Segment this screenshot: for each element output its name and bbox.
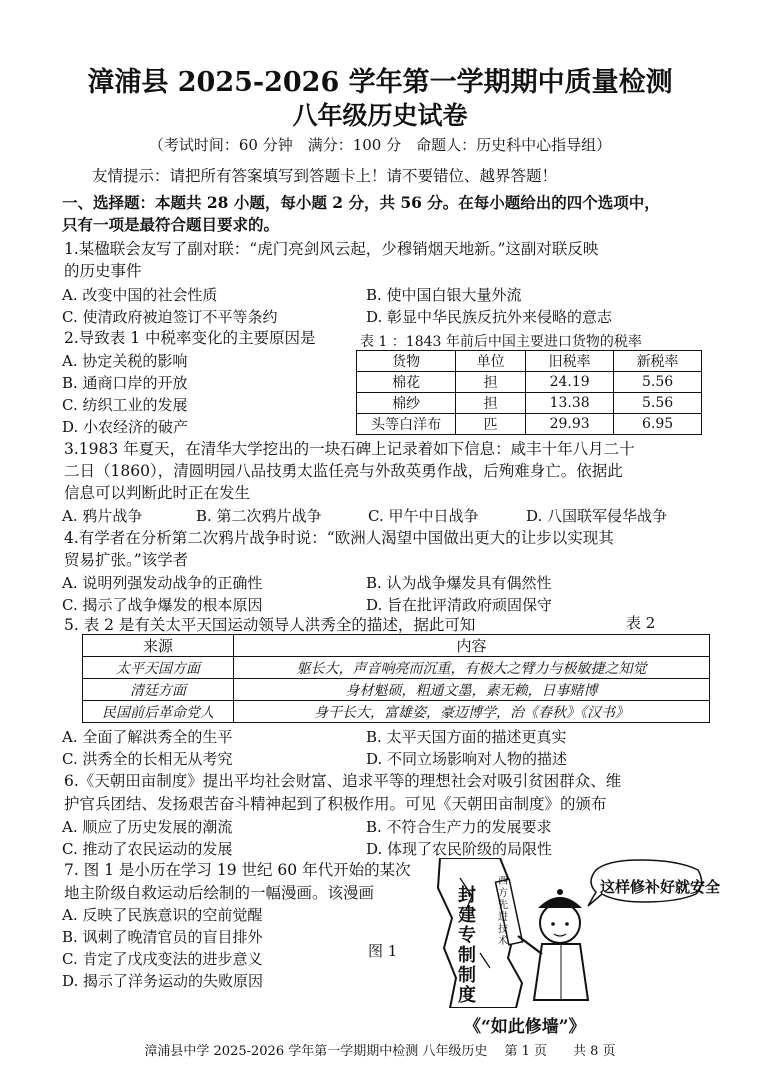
table-cell: 身干长大，富雄姿，豪迈博学，治《春秋》《汉书》 [234, 701, 710, 723]
table2-label: 表 2 [626, 614, 656, 632]
q5-option-b: B. 太平天国方面的描述更真实 [366, 728, 567, 746]
table-header-row [83, 635, 710, 657]
cartoon-speech-text: 这样修补好就安全 [600, 878, 721, 896]
section-heading-line1: 一、选择题：本题共 28 小题，每小题 2 分，共 56 分。在每小题给出的四个选项中， [62, 193, 660, 212]
table-row [357, 393, 702, 414]
q4-option-c: C. 揭示了战争爆发的根本原因 [62, 596, 263, 614]
q7-option-b: B. 讽刺了晚清官员的盲目排外 [62, 928, 263, 946]
q4-stem-line1: 4.有学者在分析第二次鸦片战争时说：“欧洲人渴望中国做出更大的让步以实现其 [64, 529, 614, 547]
q7-option-a: A. 反映了民族意识的空前觉醒 [62, 906, 263, 924]
table-header-cell: 货物 [357, 351, 456, 372]
table-cell: 6.95 [614, 414, 702, 435]
exam-title: 漳浦县 2025-2026 学年第一学期期中质量检测 [87, 67, 673, 98]
official-arm [518, 936, 542, 954]
q6-stem-line2: 护官兵团结、发扬艰苦奋斗精神起到了积极作用。可见《天朝田亩制度》的颁布 [64, 795, 607, 813]
q6-option-a: A. 顺应了历史发展的潮流 [62, 818, 233, 836]
q4-option-a: A. 说明列强发动战争的正确性 [62, 574, 263, 592]
table-cell: 棉花 [357, 372, 456, 393]
table-cell: 5.56 [614, 393, 702, 414]
friendly-tip: 友情提示：请把所有答案填写到答题卡上！请不要错位、越界答题！ [92, 167, 558, 185]
q3-stem-line2: 二日（1860），清圆明园八品技勇太监任亮与外敌英勇作战，后殉难身亡。依据此 [64, 462, 623, 480]
q3-stem-line1: 3.1983 年夏天，在清华大学挖出的一块石碑上记录着如下信息：咸丰十年八月二十 [64, 440, 635, 458]
q1-option-c: C. 使清政府被迫签订不平等条约 [62, 308, 278, 326]
hat-button [557, 889, 563, 895]
table-cell: 太平天国方面 [83, 657, 234, 679]
q6-option-b: B. 不符合生产力的发展要求 [366, 818, 552, 836]
q3-stem-line3: 信息可以判断此时正在发生 [64, 484, 251, 502]
table1 [356, 350, 702, 435]
q7-option-c: C. 肯定了戊戌变法的进步意义 [62, 950, 263, 968]
table-header-row [357, 351, 702, 372]
table-row [83, 657, 710, 679]
table-cell: 担 [456, 393, 526, 414]
q7-option-d: D. 揭示了洋务运动的失败原因 [62, 972, 264, 990]
table-cell: 匹 [456, 414, 526, 435]
q1-stem-line2: 的历史事件 [64, 262, 142, 280]
q2-stem: 2.导致表 1 中税率变化的主要原因是 [64, 329, 316, 347]
table-header-cell: 内容 [234, 635, 710, 657]
official-eye [551, 922, 555, 926]
table-cell: 躯长大，声音响亮而沉重，有极大之臂力与极敏捷之知觉 [234, 657, 710, 679]
q1-stem-line1: 1.某楹联会友写了副对联：“虎门亮剑风云起，少穆销烟天地新。”这副对联反映 [64, 240, 599, 258]
q7-stem-line1: 7. 图 1 是小历在学习 19 世纪 60 年代开始的某次 [64, 861, 411, 879]
table2 [82, 634, 710, 723]
cartoon-title: 《“如此修墙”》 [464, 1017, 586, 1037]
cartoon-patch-text: 西方先进技术 [498, 876, 508, 947]
cartoon-wall-text: 封建专制制度 [458, 885, 476, 1006]
official-head [540, 903, 580, 943]
q4-stem-line2: 贸易扩张。”该学者 [64, 551, 189, 569]
table-header-cell: 单位 [456, 351, 526, 372]
exam-info: （考试时间：60 分钟 满分：100 分 命题人：历史科中心指导组） [148, 136, 612, 154]
q3-option-d: D. 八国联军侵华战争 [526, 507, 668, 525]
official-eye [565, 922, 569, 926]
q5-option-d: D. 不同立场影响对人物的描述 [366, 750, 568, 768]
q1-option-d: D. 彰显中华民族反抗外来侵略的意志 [366, 308, 613, 326]
table-cell: 24.19 [526, 372, 614, 393]
q1-option-a: A. 改变中国的社会性质 [62, 286, 218, 304]
q2-option-d: D. 小农经济的破产 [62, 418, 189, 436]
page-footer: 漳浦县中学 2025-2026 学年第一学期期中检测 八年级历史 第 1 页 共 8 页 [144, 1044, 616, 1059]
q3-option-c: C. 甲午中日战争 [368, 507, 479, 525]
q5-option-a: A. 全面了解洪秀全的生平 [62, 728, 233, 746]
q2-option-c: C. 纺织工业的发展 [62, 396, 188, 414]
table-row [83, 701, 710, 723]
table-row [83, 679, 710, 701]
official-hat [538, 897, 582, 908]
table-cell: 棉纱 [357, 393, 456, 414]
q6-stem-line1: 6.《天朝田亩制度》提出平均社会财富、追求平等的理想社会对吸引贫困群众、维 [64, 772, 622, 790]
table-row [357, 372, 702, 393]
q3-option-b: B. 第二次鸦片战争 [196, 507, 322, 525]
table-cell: 民国前后革命党人 [83, 701, 234, 723]
q6-option-d: D. 体现了农民阶级的局限性 [366, 840, 553, 858]
q5-option-c: C. 洪秀全的长相无从考究 [62, 750, 233, 768]
table-cell: 清廷方面 [83, 679, 234, 701]
table-header-cell: 新税率 [614, 351, 702, 372]
q2-option-a: A. 协定关税的影响 [62, 352, 188, 370]
q4-option-d: D. 旨在批评清政府顽固保守 [366, 596, 553, 614]
q2-option-b: B. 通商口岸的开放 [62, 374, 188, 392]
q3-option-a: A. 鸦片战争 [62, 507, 143, 525]
q4-option-b: B. 认为战争爆发具有偶然性 [366, 574, 552, 592]
table-header-cell: 来源 [83, 635, 234, 657]
table-cell: 29.93 [526, 414, 614, 435]
table-cell: 5.56 [614, 372, 702, 393]
table-cell: 担 [456, 372, 526, 393]
q1-option-b: B. 使中国白银大量外流 [366, 286, 522, 304]
q7-stem-line2: 地主阶级自救运动后绘制的一幅漫画。该漫画 [64, 884, 375, 902]
table-cell: 13.38 [526, 393, 614, 414]
section-heading-line2: 只有一项是最符合题目要求的。 [62, 215, 280, 234]
table-header-cell: 旧税率 [526, 351, 614, 372]
figure1-label: 图 1 [368, 942, 398, 960]
q5-stem: 5. 表 2 是有关太平天国运动领导人洪秀全的描述，据此可知 [64, 616, 476, 634]
table-cell: 头等白洋布 [357, 414, 456, 435]
exam-subtitle: 八年级历史试卷 [292, 101, 468, 130]
table-cell: 身材魁硕，粗通文墨，素无赖，日事赌博 [234, 679, 710, 701]
table-row [357, 414, 702, 435]
table1-caption: 表 1 ：1843 年前后中国主要进口货物的税率 [360, 334, 642, 350]
q6-option-c: C. 推动了农民运动的发展 [62, 840, 233, 858]
